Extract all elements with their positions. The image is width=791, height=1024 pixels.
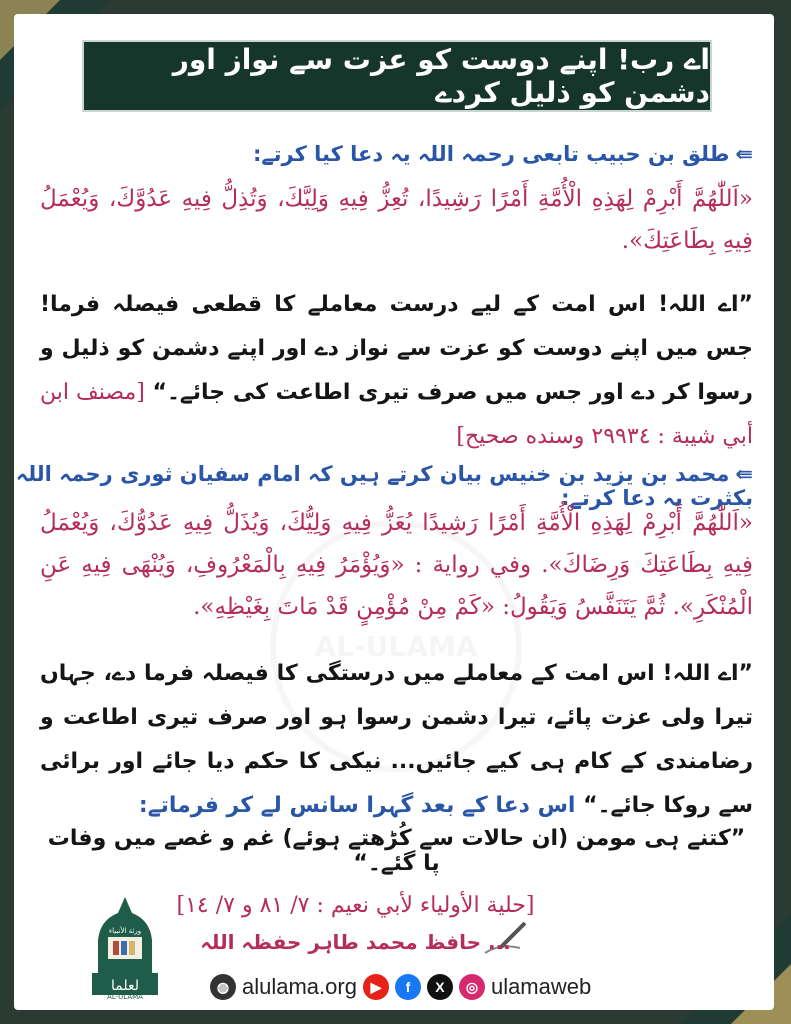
social-footer [210,972,591,1002]
globe-icon[interactable]: ◍ [210,974,236,1000]
svg-text:AL-ULAMA: AL-ULAMA [107,993,143,1000]
section1-reference: [مصنف ابن أبي شيبة : ٢٩٩٣٤ وسنده صحيح] [40,380,753,449]
social-handle[interactable]: ulamaweb [490,974,592,999]
arrow-icon: ⇚ [735,142,753,166]
instagram-icon[interactable]: ◎ [459,974,485,1000]
x-icon[interactable]: X [427,974,453,1000]
svg-text:لعلما: لعلما [110,978,140,994]
al-ulama-logo [80,895,170,1000]
section1-arabic-dua: «اَللّٰهُمَّ أَبْرِمْ لِهَذِهِ الْأُمَّةِ أَمْرًا رَشِيدًا، تُعِزُّ فِيهِ وَلِيَّكَ، وَتُذِلُّ فِيهِ عَدُوَّكَ، وَيُعْمَلُ فِيهِ بِطَاعَتِكَ». [40,186,753,254]
section1-heading: ⇚طلق بن حبیب تابعی رحمہ اللہ یہ دعا کیا کرتے: [252,142,753,166]
section1-urdu-translation: ”اے اللہ! اس امت کے لیے درست معاملے کا قطعی فیصلہ فرما! جس میں اپنے دوست کو عزت سے نواز دے اور اپنے دشمن کو ذلیل و رسوا کر دے اور جس میں صرف تیری اطاعت کی جائے۔“ [مصنف ابن أبي شيبة : ٢٩٩٣٤ وسنده صحيح] [40,292,753,449]
section2-arabic-dua: «اَللّٰهُمَّ أَبْرِمْ لِهَذِهِ الْأُمَّةِ أَمْرًا رَشِيدًا يُعَزُّ فِيهِ وَلِيُّكَ، وَيُذَلُّ فِيهِ عَدُوُّكَ، وَيُعْمَلُ فِيهِ بِطَاعَتِكَ وَرِضَاكَ». وفي رواية : «وَيُؤْمَرُ فِيهِ بِالْمَعْرُوفِ، وَيُنْهَى فِيهِ عَنِ الْمُنْكَرِ». ثُمَّ يَتَنَفَّسُ وَيَقُولُ: «كَمْ مِنْ مُؤْمِنٍ قَدْ مَاتَ بِغَيْظِهِ». [40,510,753,620]
youtube-icon[interactable]: ▶ [363,974,389,1000]
section2-heading: ⇚محمد بن یزید بن خنیس بیان کرتے ہیں کہ امام سفیان ثوری رحمہ اللہ بکثرت یہ دعا کرتے: [15,462,753,510]
svg-text:ورثة الأنبياء: ورثة الأنبياء [108,927,142,935]
page-title: اے رب! اپنے دوست کو عزت سے نواز اور دشمن کو ذلیل کردے [82,40,712,112]
website-link[interactable]: alulama.org [242,974,357,999]
facebook-icon[interactable]: f [395,974,421,1000]
author-signature: ... حافظ محمد طاہر حفظہ اللہ [200,930,511,954]
section2-urdu-translation: ”اے اللہ! اس امت کے معاملے میں درستگی کا فیصلہ فرما دے، جہاں تیرا ولی عزت پائے، تیرا دشمن رسوا ہو اور صرف تیری اطاعت و رضامندی کے کام ہی کیے جائیں... نیکی کا حکم دیا جائے اور برائی سے روکا جائے۔“ اس دعا کے بعد گہرا سانس لے کر فرماتے: [40,661,753,818]
section2-after-text: اس دعا کے بعد گہرا سانس لے کر فرماتے: [138,793,576,818]
source-reference: [حلية الأولياء لأبي نعيم : ٧/ ٨١ و ٧/ ١٤] [176,893,535,918]
section2-quote: ”کتنے ہی مومن (ان حالات سے کُڑھتے ہوئے) غم و غصے میں وفات پا گئے۔“ [47,826,746,876]
arrow-icon: ⇚ [735,462,753,486]
